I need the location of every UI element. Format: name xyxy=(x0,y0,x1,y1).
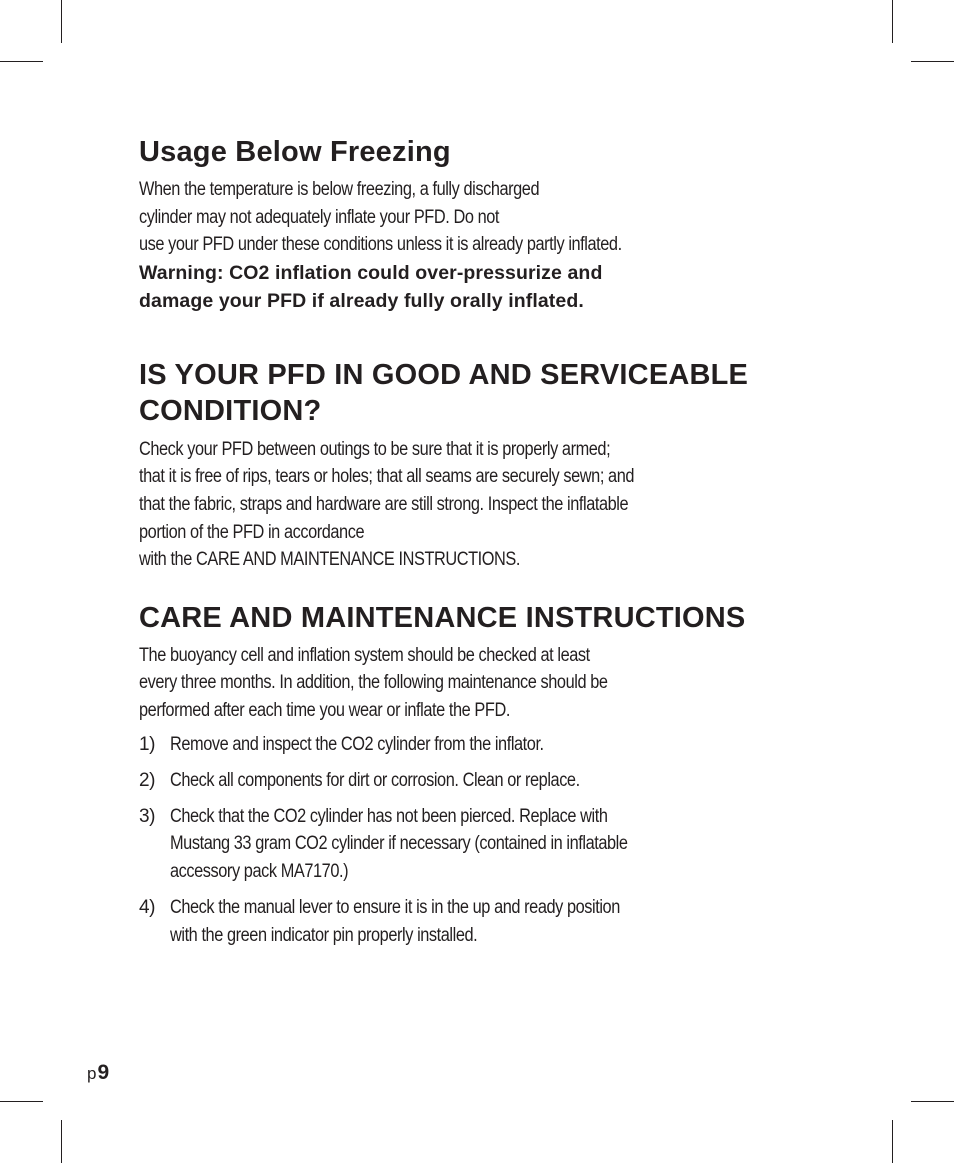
page-number-value: 9 xyxy=(97,1061,110,1084)
condition-section xyxy=(139,357,799,574)
step-text xyxy=(170,894,693,949)
step-number: 1) xyxy=(139,733,155,755)
step-number: 2) xyxy=(139,769,155,791)
condition-line: that it is free of rips, tears or holes; that all seams are securely sewn; and xyxy=(139,466,635,488)
usage-title: Usage Below Freezing xyxy=(139,136,451,168)
step-text xyxy=(170,767,646,795)
page-content xyxy=(139,134,799,958)
care-section xyxy=(139,600,799,949)
crop-mark-bottom-right-horizontal xyxy=(911,1101,954,1102)
usage-body xyxy=(139,176,799,259)
step-line: Check that the CO2 cylinder has not been pierced. Replace with xyxy=(170,805,608,827)
step-number: 4) xyxy=(139,897,155,918)
list-item xyxy=(139,894,799,949)
care-steps-list xyxy=(139,731,799,950)
step-line: Mustang 33 gram CO2 cylinder if necessary (contained in inflatable xyxy=(170,833,628,855)
condition-line: that the fabric, straps and hardware are still strong. Inspect the inflatable xyxy=(139,493,629,515)
condition-line: portion of the PFD in accordance xyxy=(139,521,365,543)
step-text xyxy=(170,803,702,886)
usage-line: When the temperature is below freezing, a fully discharged xyxy=(139,179,540,200)
crop-mark-bottom-left-horizontal xyxy=(0,1101,43,1102)
step-line: Check all components for dirt or corrosion. Clean or replace. xyxy=(170,769,580,791)
usage-warning xyxy=(139,259,799,315)
step-line: accessory pack MA7170.) xyxy=(170,860,349,882)
warning-line: damage your PFD if already fully orally inflated. xyxy=(139,289,584,312)
care-line: The buoyancy cell and inflation system should be checked at least xyxy=(139,644,590,666)
condition-title-line: IS YOUR PFD IN GOOD AND SERVICEABLE xyxy=(139,358,749,391)
step-number: 3) xyxy=(139,805,155,827)
page-prefix: p xyxy=(87,1064,97,1083)
condition-body xyxy=(139,436,799,574)
crop-mark-top-right-vertical xyxy=(892,0,893,43)
step-line: with the green indicator pin properly installed. xyxy=(170,924,478,946)
care-body xyxy=(139,642,799,725)
condition-line: Check your PFD between outings to be sure that it is properly armed; xyxy=(139,438,611,460)
usage-line: cylinder may not adequately inflate your PFD. Do not xyxy=(139,206,500,228)
warning-line: Warning: CO2 inflation could over-pressurize and xyxy=(139,261,603,284)
usage-line: use your PFD under these conditions unless it is already partly inflated. xyxy=(139,234,622,256)
list-item xyxy=(139,803,799,886)
step-text xyxy=(170,731,605,759)
usage-section xyxy=(139,134,799,315)
step-line: Remove and inspect the CO2 cylinder from the inflator. xyxy=(170,733,544,755)
page-number xyxy=(87,1061,109,1085)
condition-title-line: CONDITION? xyxy=(139,394,322,427)
list-item xyxy=(139,767,799,795)
list-item xyxy=(139,731,799,759)
condition-title xyxy=(139,357,799,429)
crop-mark-top-right-horizontal xyxy=(911,61,954,62)
crop-mark-top-left-vertical xyxy=(61,0,62,43)
condition-line: with the CARE AND MAINTENANCE INSTRUCTIONS. xyxy=(139,549,521,571)
care-line: performed after each time you wear or inflate the PFD. xyxy=(139,699,510,721)
crop-mark-bottom-left-vertical xyxy=(61,1120,62,1163)
step-line: Check the manual lever to ensure it is in the up and ready position xyxy=(170,897,620,918)
crop-mark-top-left-horizontal xyxy=(0,61,43,62)
care-line: every three months. In addition, the following maintenance should be xyxy=(139,672,608,694)
crop-mark-bottom-right-vertical xyxy=(892,1120,893,1163)
care-title: CARE AND MAINTENANCE INSTRUCTIONS xyxy=(139,601,746,634)
